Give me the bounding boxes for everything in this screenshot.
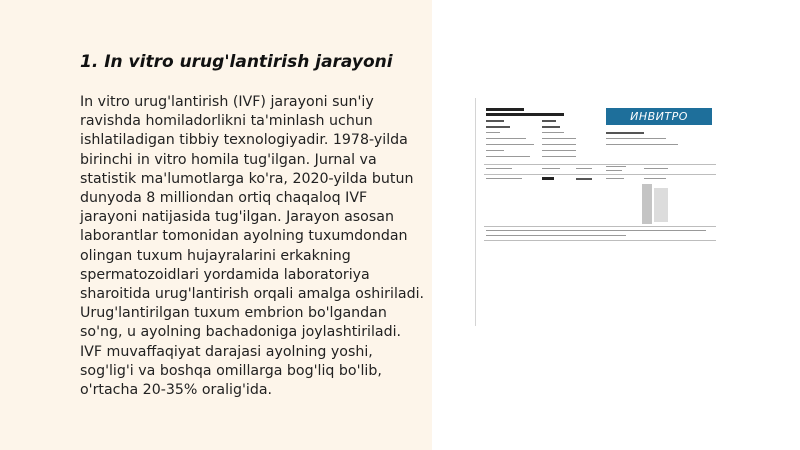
footnote-line <box>486 230 706 231</box>
table-header-cell <box>486 168 512 169</box>
table-header-cell <box>644 168 668 169</box>
field-line <box>486 144 534 145</box>
field-line <box>486 138 526 139</box>
table-cell <box>486 178 522 179</box>
value-line <box>542 156 576 157</box>
report-header-line <box>486 108 524 111</box>
table-cell <box>644 178 666 179</box>
field-line <box>486 132 500 133</box>
table-header-cell <box>606 166 626 167</box>
field-line <box>486 120 504 122</box>
value-line <box>542 126 560 128</box>
redacted-block <box>654 188 668 222</box>
patient-name-line <box>486 113 564 116</box>
table-rule <box>484 164 716 165</box>
table-header-cell <box>542 168 560 169</box>
value-line <box>542 132 564 133</box>
lab-address-line <box>606 144 678 145</box>
redacted-block <box>642 184 652 224</box>
value-line <box>542 144 576 145</box>
lab-name-line <box>606 132 644 134</box>
table-rule <box>484 240 716 241</box>
field-line <box>486 150 504 151</box>
slide-body-text: In vitro urug'lantirish (IVF) jarayoni sun'iy ravishda homiladorlikni ta'minlash uchun ishlatiladigan tibbiy texnologiyadir. 1978-yilda birinchi in vitro homila tug'ilgan. Jurnal va statistik ma'lumotlarga ko'ra, 2020-yilda butun dunyoda 8 milliondan ortiq chaqaloq IVF jarayoni natijasida tug'ilgan. Jarayon asosan laborantlar tomonidan ayolning tuxumdondan olingan tuxum hujayralarini erkakning spermatozoidlari yordamida laboratoriya sharoitida urug'lantirish orqali amalga oshiriladi. Urug'lantirilgan tuxum embrion bo'lgandan so'ng, u ayolning bachadoniga joylashtiriladi. IVF muvaffaqiyat darajasi ayolning yoshi, sog'lig'i va boshqa omillarga bog'liq bo'lib, o'rtacha 20-35% oralig'ida. <box>80 94 425 399</box>
table-cell <box>576 178 592 180</box>
field-line <box>486 126 510 128</box>
value-line <box>542 138 576 139</box>
lab-phone-line <box>606 138 666 139</box>
invitro-logo: ИНВИТРО <box>606 108 712 125</box>
lab-report-image <box>475 98 724 326</box>
table-cell <box>606 178 624 179</box>
table-cell-value <box>542 177 554 180</box>
table-header-cell <box>576 168 592 169</box>
value-line <box>542 120 556 122</box>
footnote-line <box>486 235 626 236</box>
field-line <box>486 156 530 157</box>
table-rule <box>484 174 716 175</box>
value-line <box>542 150 576 151</box>
table-header-cell <box>606 170 622 171</box>
table-rule <box>484 226 716 227</box>
slide-title: 1. In vitro urug'lantirish jarayoni <box>80 52 393 72</box>
